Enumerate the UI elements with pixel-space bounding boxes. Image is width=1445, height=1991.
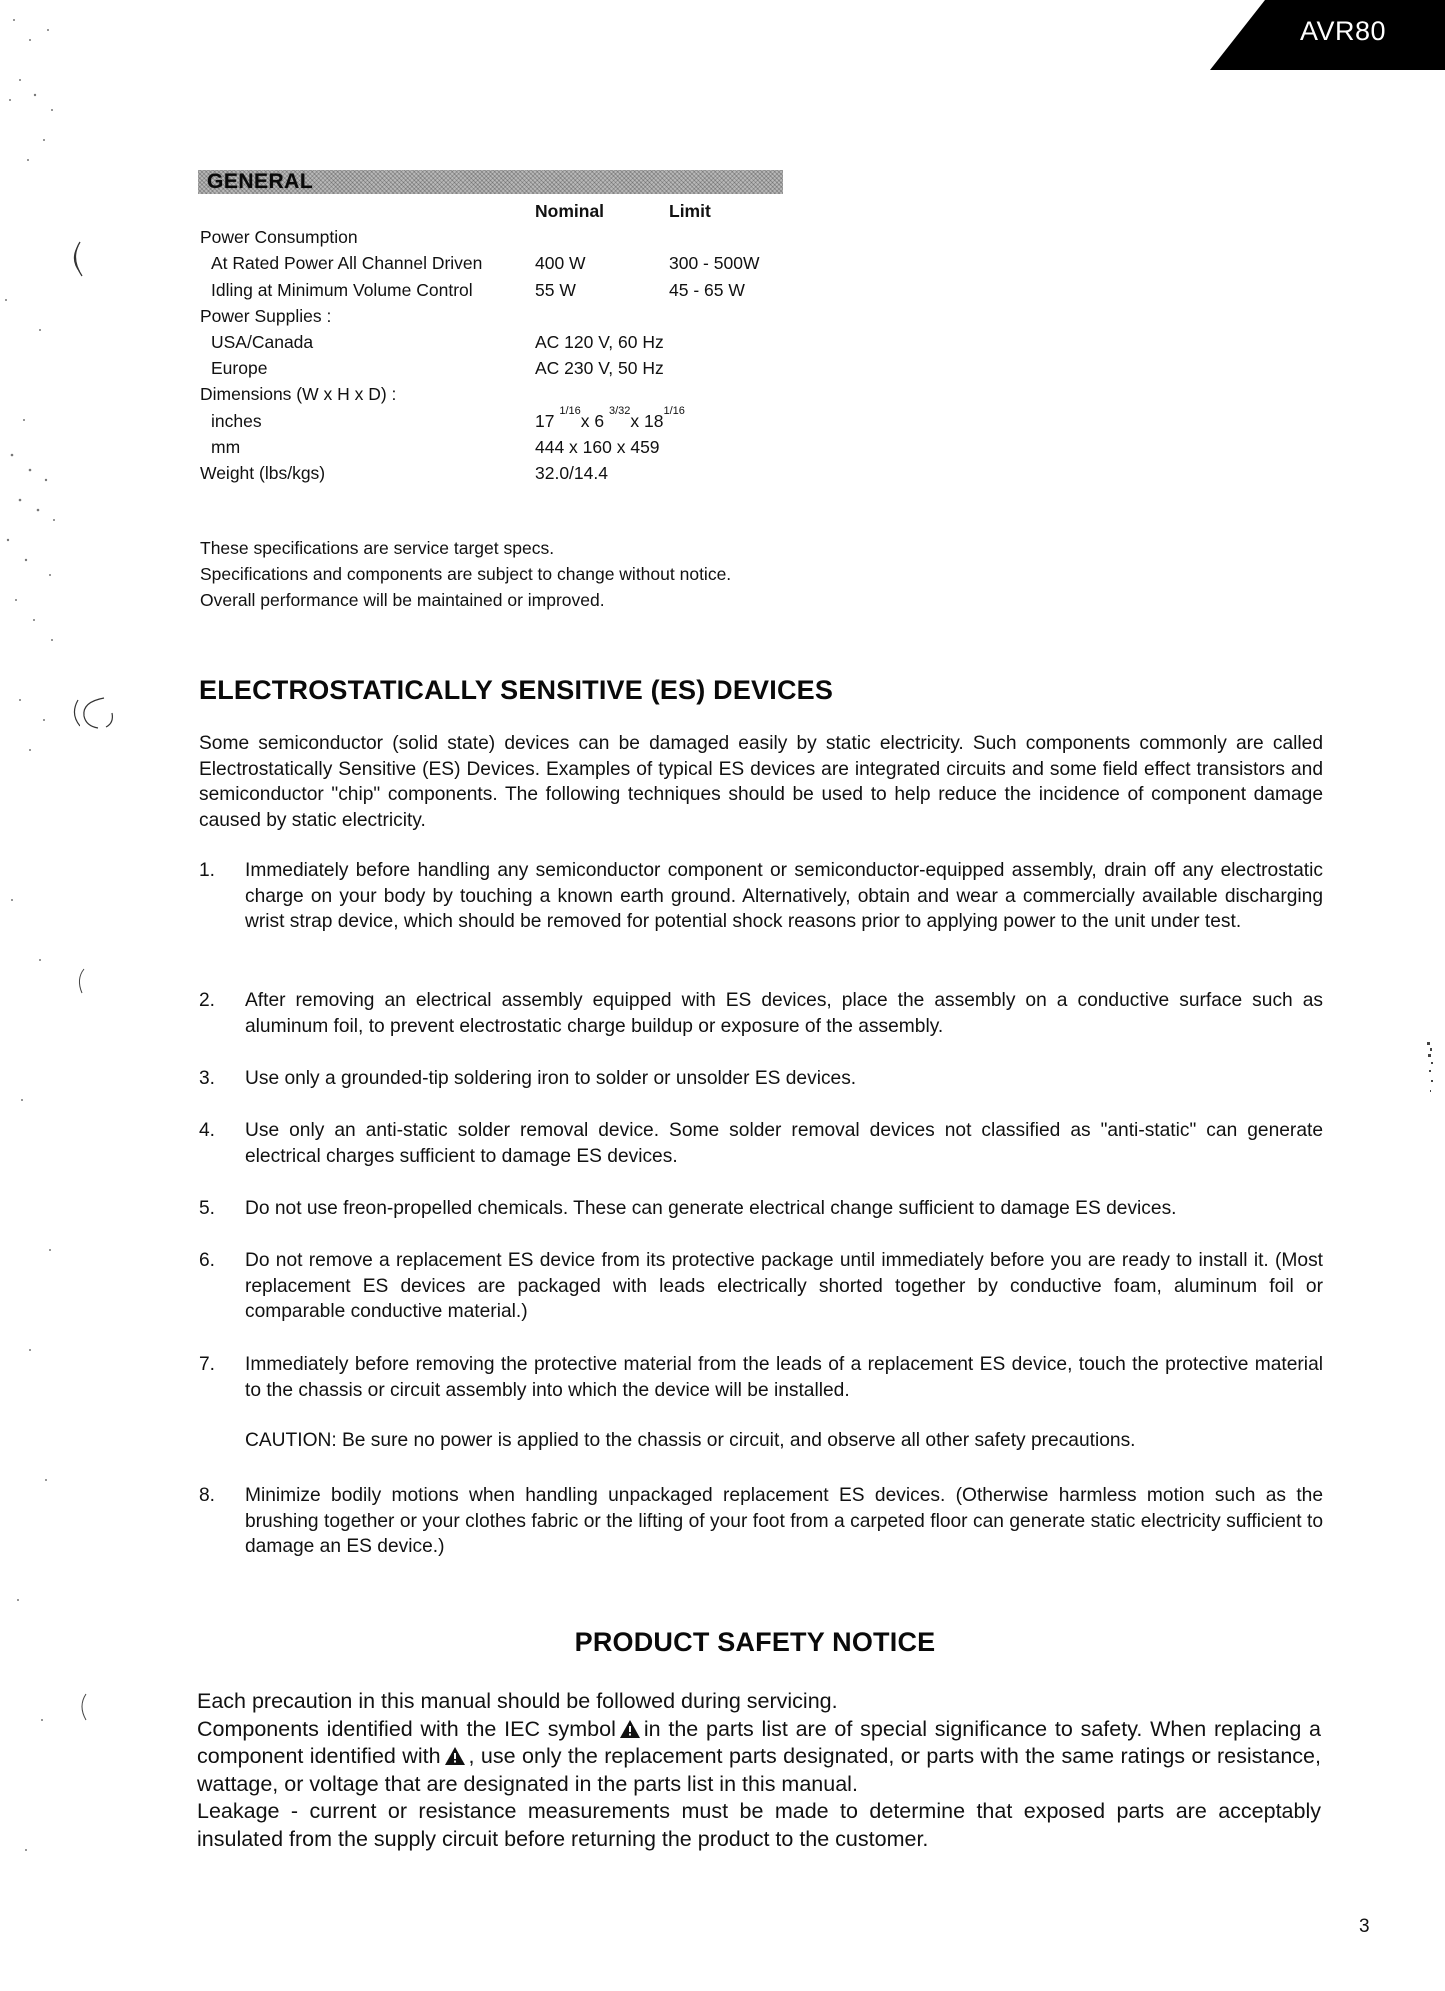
es-devices-heading: ELECTROSTATICALLY SENSITIVE (ES) DEVICES [199,675,834,705]
spec-notes [200,535,731,613]
iec-warning-triangle-icon [445,1747,465,1765]
list-item-text: Use only a grounded-tip soldering iron to solder or unsolder ES devices. [245,1068,857,1089]
spec-label: inches [211,410,262,431]
spec-nominal: 55 W [535,279,576,300]
spec-label: mm [211,436,241,457]
list-item-text: Use only an anti-static solder removal device. Some solder removal devices not classified as "anti-static" can generate electrical charges sufficient to damage ES devices. [245,1120,1323,1167]
spec-nominal-dimensions-inches: 17 $^{1/16}$x 6 $^{3/32}$x $18^{1/16}$ [535,404,685,431]
list-item-text: Immediately before removing the protective material from the leads of a replacement ES device, touch the protective material to the chassis or circuit assembly into which the device will be installed. [245,1354,1323,1401]
scan-mark-decoration [1425,1040,1437,1120]
spec-label: Power Supplies : [200,305,332,326]
spec-nominal: 400 W [535,253,586,274]
product-safety-body [197,1688,1321,1853]
list-item-number: 3. [199,1068,216,1089]
list-item-number: 6. [199,1250,216,1271]
spec-nominal: 32.0/14.4 [535,462,608,483]
product-safety-line: Each precaution in this manual should be followed during servicing. [197,1689,838,1713]
iec-warning-triangle-icon [620,1720,640,1738]
spec-nominal: AC 120 V, 60 Hz [535,331,664,352]
spec-note: These specifications are service target specs. [200,538,555,558]
column-header-nominal: Nominal [535,201,605,221]
spec-label: At Rated Power All Channel Driven [211,253,483,274]
spec-label: Europe [211,358,268,379]
spec-note: Overall performance will be maintained or improved. [200,590,605,610]
spec-note: Specifications and components are subject to change without notice. [200,564,732,584]
list-item-number: 7. [199,1354,216,1375]
list-item-text: Do not use freon-propelled chemicals. These can generate electrical change sufficient to damage ES devices. [245,1198,1177,1219]
list-item-text: Immediately before handling any semiconductor component or semiconductor-equipped assembly, drain off any electrostatic charge on your body by touching a known earth ground. Alternatively, obtain and wear a commercially available discharging wrist strap device, which should be removed for potential shock reasons prior to applying power to the unit under test. [245,860,1323,932]
scan-mark-decoration [74,695,124,735]
scan-speckle-decoration [0,0,80,1991]
product-safety-paragraph: Components identified with the IEC symbol in the parts list are of special significance to safety. When replacing a component identified with , use only the replacement parts designated, or parts with the same ratings or resistance, wattage, or voltage that are designated in the parts list in this manual. [197,1716,1321,1796]
general-section-header [198,170,783,194]
spec-nominal: AC 230 V, 50 Hz [535,358,664,379]
spec-label: USA/Canada [211,331,314,352]
general-title: GENERAL [207,170,314,193]
list-item-number: 8. [199,1485,216,1506]
spec-label: Power Consumption [200,227,358,248]
spec-label: Weight (lbs/kgs) [200,462,326,483]
list-item-number: 5. [199,1198,216,1219]
spec-limit: 300 - 500W [669,253,760,274]
page-number: 3 [1359,1916,1370,1937]
list-item-number: 1. [199,860,216,881]
scan-mark-decoration [74,1690,94,1730]
scan-mark-decoration [68,240,88,280]
spec-limit: 45 - 65 W [669,279,745,300]
model-name: AVR80 [1300,16,1387,46]
es-devices-intro: Some semiconductor (solid state) devices can be damaged easily by static electricity. Such components commonly are called Electrostatically Sensitive (ES) Devices. Examples of typical ES devices are integrated circuits and some field effect transistors and semiconductor "chip" components. The following techniques should be used to help reduce the incidence of component damage caused by static electricity. [199,733,1323,831]
list-item-text: After removing an electrical assembly equipped with ES devices, place the assembly on a conductive surface such as aluminum foil, to prevent electrostatic charge buildup or exposure of the assembly. [245,990,1323,1037]
list-item-number: 4. [199,1120,216,1141]
list-item-number: 2. [199,990,216,1011]
column-header-limit: Limit [669,201,711,221]
scan-mark-decoration [72,965,92,1005]
caution-note: CAUTION: Be sure no power is applied to the chassis or circuit, and observe all other safety precautions. [245,1430,1136,1451]
list-item-text: Do not remove a replacement ES device from its protective package until immediately before you are ready to install it. (Most replacement ES devices are packaged with leads electrically shorted together by conductive foam, aluminum foil or comparable conductive material.) [245,1250,1323,1322]
spec-nominal: 444 x 160 x 459 [535,436,660,457]
list-item-text: Minimize bodily motions when handling unpackaged replacement ES devices. (Otherwise harmless motion such as the brushing together or your clothes fabric or the lifting of your foot from a carpeted floor can generate static electricity sufficient to damage an ES device.) [245,1485,1323,1557]
product-safety-heading: PRODUCT SAFETY NOTICE [574,1627,936,1657]
spec-label: Dimensions (W x H x D) : [200,384,397,405]
spec-label: Idling at Minimum Volume Control [211,279,473,300]
model-tab [1180,0,1445,70]
product-safety-paragraph: Leakage - current or resistance measurements must be made to determine that exposed parts are acceptably insulated from the supply circuit before returning the product to the customer. [197,1799,1321,1851]
